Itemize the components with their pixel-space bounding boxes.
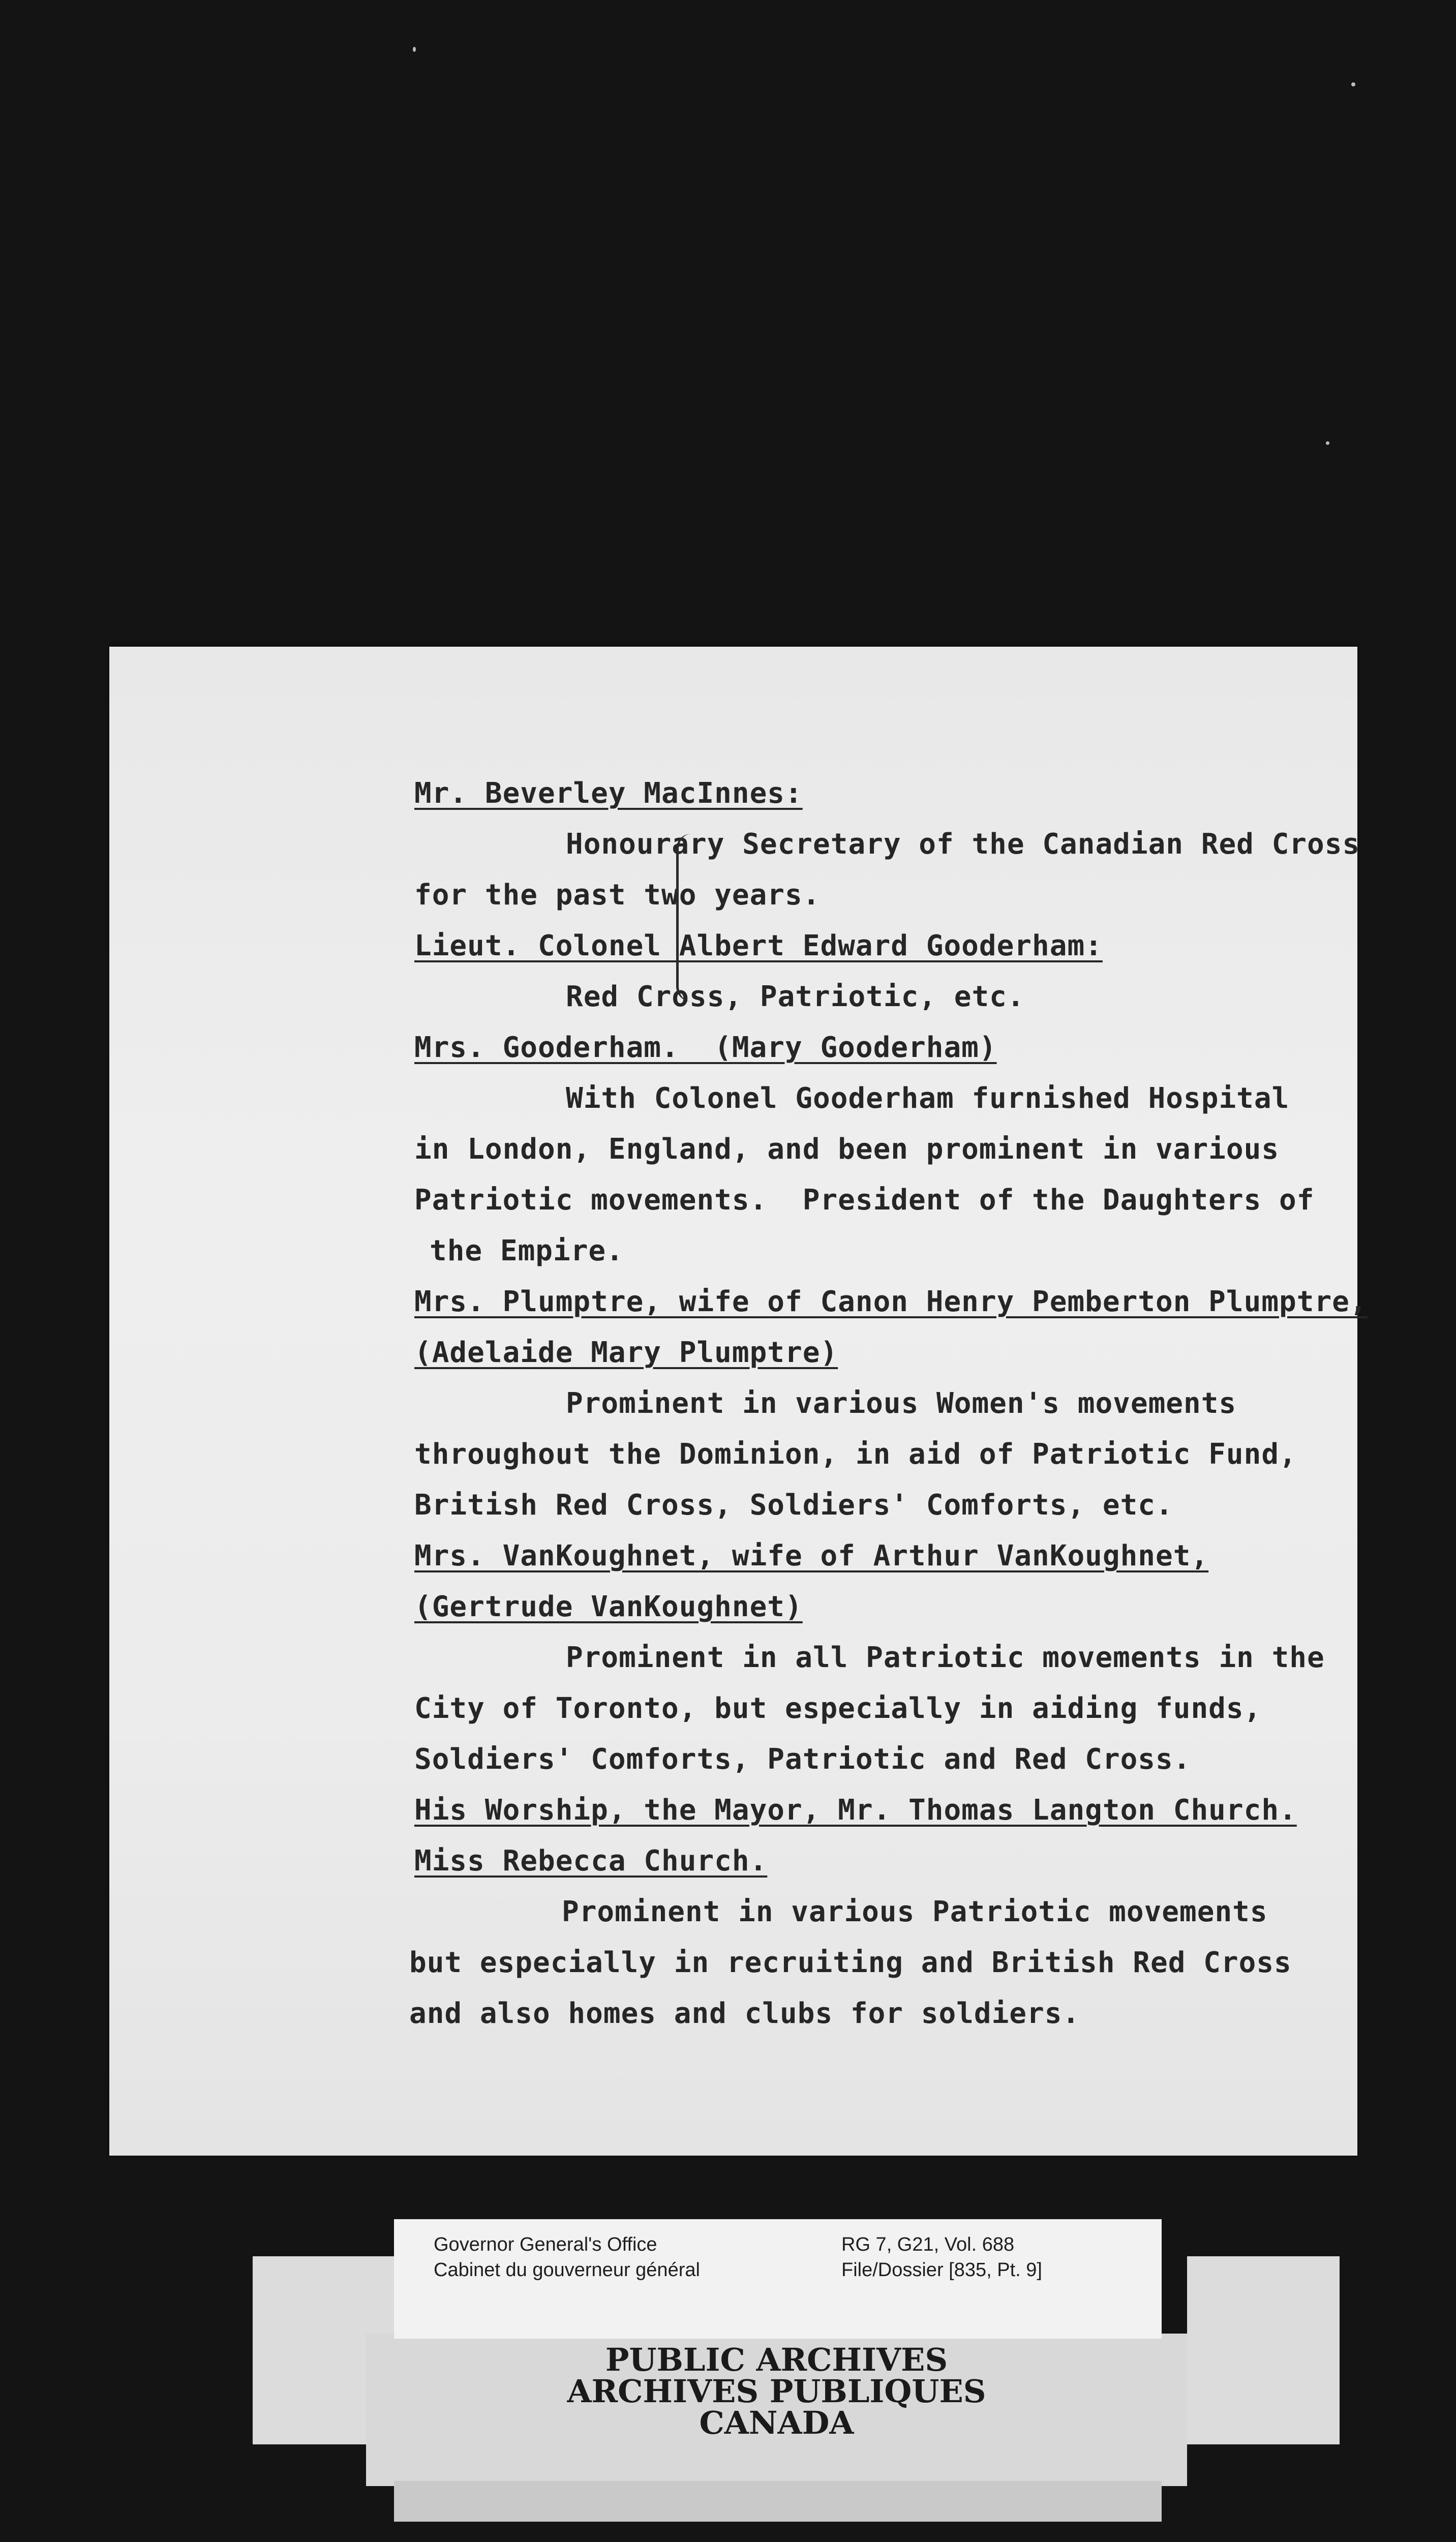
heading-macinnes: Mr. Beverley MacInnes: xyxy=(414,777,803,810)
dust-speck xyxy=(1326,441,1329,445)
office-english: Governor General's Office xyxy=(434,2234,657,2255)
text-line: With Colonel Gooderham furnished Hospital xyxy=(566,1082,1290,1115)
heading-vankoughnet-name: (Gertrude VanKoughnet) xyxy=(414,1590,803,1623)
file-number: File/Dossier [835, Pt. 9] xyxy=(841,2259,1042,2281)
text-line: for the past two years. xyxy=(414,879,821,912)
heading-plumptre: Mrs. Plumptre, wife of Canon Henry Pemberton Plumptre, xyxy=(414,1285,1368,1318)
stamp-archives-publiques: ARCHIVES PUBLIQUES xyxy=(567,2373,986,2410)
heading-vankoughnet: Mrs. VanKoughnet, wife of Arthur VanKoughnet, xyxy=(414,1539,1209,1572)
dust-speck xyxy=(413,47,416,52)
text-line: Soldiers' Comforts, Patriotic and Red Cross. xyxy=(414,1743,1191,1776)
text-line: City of Toronto, but especially in aiding funds, xyxy=(414,1692,1262,1725)
heading-rebecca-church: Miss Rebecca Church. xyxy=(414,1844,768,1878)
heading-plumptre-name: (Adelaide Mary Plumptre) xyxy=(414,1336,838,1369)
archive-reference: RG 7, G21, Vol. 688 xyxy=(841,2234,1015,2255)
typed-page xyxy=(109,647,1368,2156)
heading-mrs-gooderham: Mrs. Gooderham. (Mary Gooderham) xyxy=(414,1031,997,1064)
stamp-canada: CANADA xyxy=(699,2404,854,2441)
handwritten-bracket-mark xyxy=(676,834,699,1002)
office-french: Cabinet du gouverneur général xyxy=(434,2259,700,2281)
text-line: Patriotic movements. President of the Daughters of xyxy=(414,1184,1315,1217)
archive-reference-label xyxy=(394,2219,1162,2339)
text-line: Prominent in various Women's movements xyxy=(566,1387,1237,1420)
text-line: but especially in recruiting and British Red Cross xyxy=(409,1946,1292,1979)
text-line: in London, England, and been prominent in various xyxy=(414,1133,1280,1166)
label-side-tab xyxy=(1187,2256,1340,2444)
text-line: Honourary Secretary of the Canadian Red Cross xyxy=(566,828,1360,861)
heading-gooderham: Lieut. Colonel Albert Edward Gooderham: xyxy=(414,929,1103,962)
text-line: throughout the Dominion, in aid of Patriotic Fund, xyxy=(414,1438,1297,1471)
archive-label-base xyxy=(394,2481,1162,2522)
text-line: the Empire. xyxy=(430,1234,624,1267)
text-line: British Red Cross, Soldiers' Comforts, etc. xyxy=(414,1489,1173,1522)
stamp-public-archives: PUBLIC ARCHIVES xyxy=(605,2341,948,2378)
dust-speck xyxy=(1351,82,1355,86)
text-line: and also homes and clubs for soldiers. xyxy=(409,1997,1080,2030)
heading-mayor-church: His Worship, the Mayor, Mr. Thomas Langton Church. xyxy=(414,1794,1297,1827)
text-line: Prominent in all Patriotic movements in the xyxy=(566,1641,1325,1674)
text-line: Red Cross, Patriotic, etc. xyxy=(566,980,1025,1013)
text-line: Prominent in various Patriotic movements xyxy=(562,1895,1268,1928)
